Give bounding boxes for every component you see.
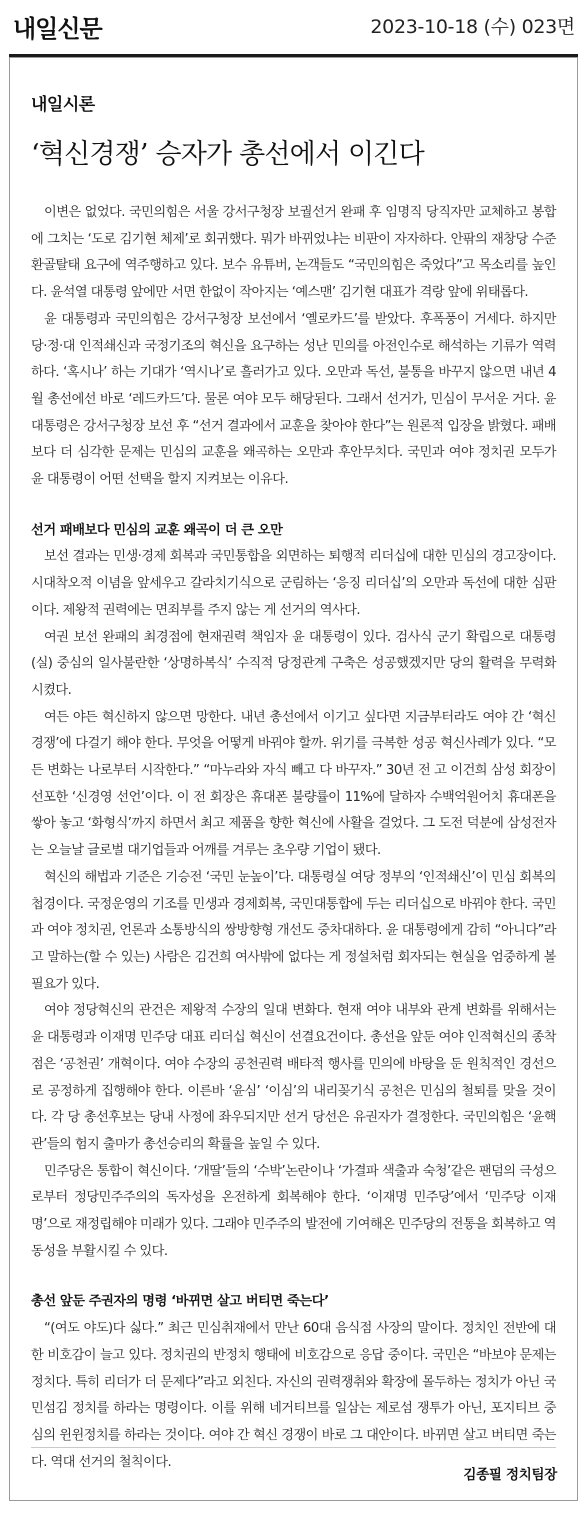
section-gap bbox=[31, 494, 556, 518]
subheading: 선거 패배보다 민심의 교훈 왜곡이 더 큰 오만 bbox=[31, 522, 283, 538]
column-label: 내일시론 bbox=[31, 95, 95, 115]
paragraph: “(여도 야도)다 싫다.” 최근 민심취재에서 만난 60대 음식점 사장의 말이다. 정치인 전반에 대한 비호감이 늘고 있다. 정치권의 반정치 행태에 비호감으로 응답 중이다. 국민은 “바보야 문제는 정치다. 특히 리더가 더 문제다”라고 외친다. 자신의 권력쟁취와 확장에 몰두하는 정치가 아닌 국민섬김 정치를 하라는 명령이다. 이를 위해 네거티브를 일삼는 제로섬 쟁투가 아닌, 포지티브 중심의 윈윈정치를 하라는 것이다. 여야 간 혁신 경쟁이 바로 그 대안이다. 바뀌면 살고 버티면 죽는다. 역대 선거의 철칙이다. bbox=[31, 1321, 556, 1470]
paragraph: 보선 결과는 민생·경제 회복과 국민통합을 외면하는 퇴행적 리더십에 대한 민심의 경고장이다. 시대착오적 이념을 앞세우고 갈라치기식으로 군림하는 ‘응징 리더십’의 오만과 독선에 대한 심판이다. 제왕적 권력에는 면죄부를 주지 않는 게 선거의 역사다. bbox=[31, 549, 556, 618]
byline: 김종필 정치팀장 bbox=[463, 1467, 557, 1483]
byline-divider bbox=[31, 1447, 556, 1448]
paragraph: 이변은 없었다. 국민의힘은 서울 강서구청장 보궐선거 완패 후 임명직 당직자만 교체하고 봉합에 그치는 ‘도로 김기현 체제’로 회귀했다. 뭐가 바뀌었냐는 비판이 자자하다. 안팎의 재창당 수준 환골탈태 요구에 역주행하고 있다. 보수 유튜버, 논객들도 “국민의힘은 죽었다”고 목소리를 높인다. 윤석열 대통령 앞에만 서면 한없이 작아지는 ‘예스맨’ 김기현 대표가 격랑 앞에 위태롭다. bbox=[31, 205, 556, 301]
paragraph: 여든 야든 혁신하지 않으면 망한다. 내년 총선에서 이기고 싶다면 지금부터라도 여야 간 ‘혁신경쟁’에 다걸기 해야 한다. 무엇을 어떻게 바꿔야 할까. 위기를 극복한 성공 혁신사례가 있다. “모든 변화는 나로부터 시작한다.” “마누라와 자식 빼고 다 바꾸자.” 30년 전 고 이건희 삼성 회장이 선포한 ‘신경영 선언’이다. 이 전 회장은 휴대폰 불량률이 11%에 달하자 수백억원어치 휴대폰을 쌓아 놓고 ‘화형식’까지 하면서 최고 제품을 향한 혁신에 사활을 걸었다. 그 도전 덕분에 삼성전자는 오늘날 글로벌 대기업들과 어깨를 겨루는 초우량 기업이 됐다. bbox=[31, 709, 556, 859]
paragraph: 여권 보선 완패의 최경점에 현재권력 책임자 윤 대통령이 있다. 검사식 군기 확립으로 대통령(실) 중심의 일사불란한 ‘상명하복식’ 수직적 당정관계 구축은 성공했겠지만 당의 활력을 무력화시켰다. bbox=[31, 629, 556, 698]
subheading: 총선 앞둔 주권자의 명령 ‘바뀌면 살고 버티면 죽는다’ bbox=[31, 1294, 329, 1310]
paragraph: 혁신의 해법과 기준은 기승전 ‘국민 눈높이’다. 대통령실 여당 정부의 ‘인적쇄신’이 민심 회복의 첩경이다. 국정운영의 기조를 민생과 경제회복, 국민대통합에 두는 리더십으로 바꿔야 한다. 국민과 여야 정치권, 언론과 소통방식의 쌍방향형 개선도 중차대하다. 윤 대통령에게 감히 “아니다”라고 말하는(할 수 있는) 사람은 김건희 여사밖에 없다는 게 정설처럼 회자되는 현실을 엄중하게 볼 필요가 있다. bbox=[31, 869, 556, 992]
newspaper-name: 내일신문 bbox=[13, 15, 102, 43]
paragraph: 여야 정당혁신의 관건은 제왕적 수장의 일대 변화다. 현재 여야 내부와 관계 변화를 위해서는 윤 대통령과 이재명 민주당 대표 리더십 혁신이 선결요건이다. 총선을 앞둔 여야 인적혁신의 종착점은 ‘공천권’ 개혁이다. 여야 수장의 공천권력 배타적 행사를 민의에 바탕을 둔 원칙적인 경선으로 공정하게 집행해야 한다. 이른바 ‘윤심’ ‘이심’의 내리꽂기식 공천은 민심의 철퇴를 맞을 것이다. 각 당 총선후보는 당내 사정에 좌우되지만 선거 당선은 유권자가 결정한다. 국민의힘은 ‘윤핵관’들의 험지 출마가 총선승리의 확률을 높일 수 있다. bbox=[31, 1003, 556, 1152]
headline: ‘혁신경쟁’ 승자가 총선에서 이긴다 bbox=[31, 139, 424, 170]
issue-date-page: 2023-10-18 (수) 023면 bbox=[370, 16, 575, 38]
paragraph: 민주당은 통합이 혁신이다. ‘개딸’들의 ‘수박’논란이나 ‘가결파 색출과 숙청’같은 팬덤의 극성으로부터 정당민주주의의 독자성을 온전하게 회복해야 한다. ‘이재명 민주당’에서 ‘민주당 이재명’으로 재정립해야 미래가 있다. 그래야 민주주의 발전에 기여해온 민주당의 전통을 회복하고 역동성을 부활시킬 수 있다. bbox=[31, 1163, 556, 1259]
section-gap bbox=[31, 1265, 556, 1289]
article-body bbox=[31, 200, 556, 1476]
masthead bbox=[0, 0, 587, 54]
paragraph: 윤 대통령과 국민의힘은 강서구청장 보선에서 ‘옐로카드’를 받았다. 후폭풍이 거세다. 하지만 당·정·대 인적쇄신과 국정기조의 혁신을 요구하는 성난 민의를 아전인수로 해석하는 기류가 역력하다. ‘혹시나’ 하는 기대가 ‘역시나’로 흘러가고 있다. 오만과 독선, 불통을 바꾸지 않으면 내년 4월 총선에선 바로 ‘레드카드’다. 물론 여야 모두 해당된다. 그래서 선거가, 민심이 무서운 거다. 윤 대통령은 강서구청장 보선 후 “선거 결과에서 교훈을 찾아야 한다”는 원론적 입장을 밝혔다. 패배보다 더 심각한 문제는 민심의 교훈을 왜곡하는 오만과 후안무치다. 국민과 여야 정치권 모두가 윤 대통령이 어떤 선택을 할지 지켜보는 이유다. bbox=[31, 311, 556, 488]
